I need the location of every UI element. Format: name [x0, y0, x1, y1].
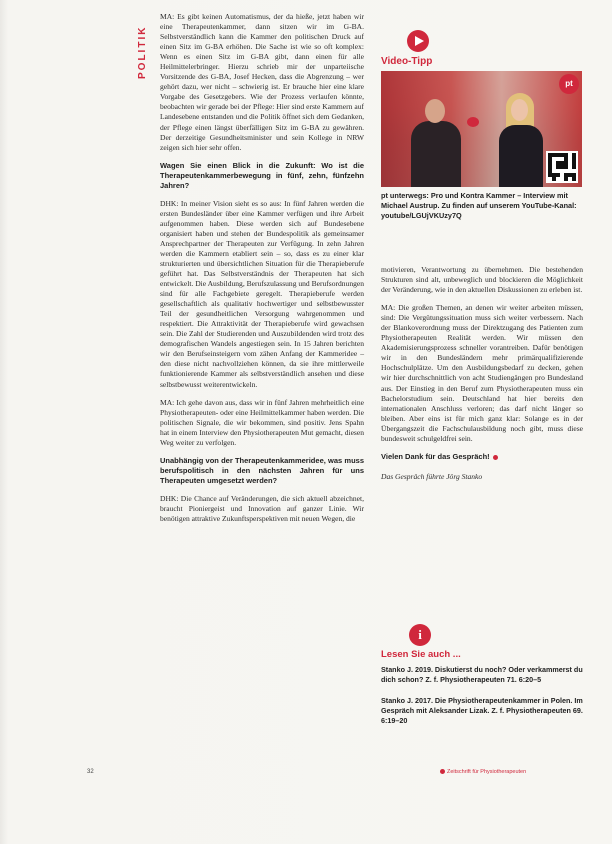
end-mark-icon	[493, 455, 498, 460]
interview-question: Wagen Sie einen Blick in die Zukunft: Wo ist die Therapeutenkammerbewegung in fünf, zehn, fünfzehn Jahren?	[160, 160, 364, 190]
footer-journal	[440, 769, 526, 775]
answer-paragraph: DHK: Die Chance auf Veränderungen, die sich aktuell abzeichnet, braucht Pioniergeist und Innovation auf ganzer Linie. Wir benötigen attraktive Zukunftsperspektiven mit neuen Wegen, die	[160, 493, 364, 523]
section-label: POLITIK	[137, 25, 148, 79]
qr-code-icon[interactable]	[546, 151, 578, 183]
footer-text: Zeitschrift für Physiotherapeuten	[447, 769, 527, 775]
interview-question: Unabhängig von der Therapeutenkammeridee, was muss berufspolitisch in den nächsten Jahren für uns Therapeuten umgesetzt werden?	[160, 455, 364, 485]
answer-paragraph: MA: Die großen Themen, an denen wir weiter arbeiten müssen, sind: Die Vergütungssituation muss sich weiter verbessern. Nach der Blankoverordnung muss der Direktzugang des Patienten zum Physiotherapeuten Realität werden. Wir müssen den Akademisierungsprozess schneller vorantreiben. Dafür benötigen wir in den Bundesländern mehr primärqualifizierende Hochschulplätze. Um den Ausbildungsbedarf zu decken, gehen wir hier durchschnittlich von acht Studiengängen pro Bundesland aus. Der Einstieg in den Beruf zum Physiotherapeuten muss ein Bachelorstudium sein. Deutschland hat hier bereits den internationalen Anschluss verloren; das darf nicht länger so bleiben. Aber eins ist für mich ganz klar: Solange es in der Übergangszeit die Fachschulausbildung noch gibt, muss diese bundesweit schulgeldfrei sein.	[381, 303, 583, 443]
info-icon: i	[409, 624, 431, 646]
video-tip-box	[381, 30, 581, 221]
answer-paragraph: MA: Ich gehe davon aus, dass wir in fünf Jahren mehrheitlich eine Physiotherapeuten- oder eine Heilmittelkammer haben werden. Die politischen Signale, die wir bekommen, sind positiv. Jens Spahn hat in einem Interview den Physiotherapeuten Mut gemacht, diesen Weg weiter zu verfolgen.	[160, 397, 364, 447]
reference-item: Stanko J. 2019. Diskutierst du noch? Oder verkammerst du dich schon? Z. f. Physiotherapeuten 71. 6:20–5	[381, 665, 583, 684]
interview-photo[interactable]	[381, 71, 582, 187]
microphone-icon	[467, 117, 479, 127]
video-caption: pt unterwegs: Pro und Kontra Kammer – Interview mit Michael Austrup. Zu finden auf unserem YouTube-Kanal: youtube/LGUjVKUzy7Q	[381, 191, 577, 220]
journal-logo-icon	[440, 769, 445, 774]
interviewer-signature: Das Gespräch führte Jörg Stanko	[381, 471, 483, 481]
play-icon[interactable]	[407, 30, 429, 52]
pt-logo-badge: pt	[559, 74, 579, 94]
reference-item: Stanko J. 2017. Die Physiotherapeutenkammer in Polen. Im Gespräch mit Aleksander Lizak. Z. f. Physiotherapeuten 69. 6:19–20	[381, 696, 583, 725]
further-reading	[381, 624, 583, 737]
right-column	[381, 265, 583, 490]
answer-paragraph: motivieren, Verantwortung zu übernehmen. Die bestehenden Strukturen sind alt, unbeweglich und blockieren die Möglichkeit der Veränderung, wie in den aktuellen Diskussionen zu erleben ist.	[381, 265, 583, 295]
woman-figure	[497, 93, 545, 187]
video-tip-title: Video-Tipp	[381, 56, 433, 67]
answer-paragraph: DHK: In meiner Vision sieht es so aus: In fünf Jahren werden die ersten Bundesländer über eine Kammer verfügen und ihre Arbeit aufgenommen haben. Diese werden sich auf Bundesebene organisiert haben und stehen der Bundespolitik als gemeinsamer Ansprechpartner der Therapeuten zur Verfügung. In zehn Jahren werden die Kammern etabliert sein – so, dass es zu einer klar strukturierten und übersichtlichen Situation für die Therapieberufe geführt hat. Das Selbstverständnis der Therapeuten hat sich entwickelt. Die Ausbildung, Berufszulassung und Berufsordnungen sind für alle Fachgebiete geregelt. Therapieberufe werden gesellschaftlich als qualitativ hochwertiger und selbstbewusster Teil der gesundheitlichen Versorgung wahrgenommen und respektiert. Die Attraktivität der Therapieberufe wird gewachsen sein. Die Zahl der Studierenden und Auszubildenden wird trotz des demografischen Wandels angestiegen sein. In 15 Jahren berichten wir den Berufseinsteigern vom zähen Anfang der Kammeridee – den diese nicht nachvollziehen können, da sie ihre mittlerweile funktionierende Kammer als selbstverständlich ansehen und diese selbstbewusst weiterentwickeln.	[160, 198, 364, 389]
closing-thanks: Vielen Dank für das Gespräch!	[381, 451, 490, 461]
page-number: 32	[87, 769, 94, 775]
man-figure	[411, 99, 461, 187]
further-reading-title: Lesen Sie auch ...	[381, 649, 461, 660]
answer-paragraph: MA: Es gibt keinen Automatismus, der da hieße, jetzt haben wir eine Therapeutenkammer, dann sitzen wir im G-BA. Selbstverständlich kann die Kammer den politischen Druck auf einen Sitz im G-BA erhöhen. Die Sache ist wie so oft komplex: Wenn es einen Sitz im G-BA gibt, dann einen für alle Heilmittelerbringer. Hierzu schrieb mir der unparteiische Vorsitzende des G-BA, Josef Hecken, dass die Abgrenzung – wer gehört dazu, wer nicht – schwierig ist. Er brauche hier eine klare Vorgabe des Gesetzgebers. Wie der Prozess verlaufen könnte, beobachten wir gerade bei der Pflege: Hier sind erste Kammern auf Landesebene entstanden und die Politik öffnet sich dem Gedanken, der Pflege einen längst überfälligen Sitz im G-BA zu gewähren. Der derzeitige Gesundheitsminister und sein Kollege in NRW zeigen sich hier sehr offen.	[160, 12, 364, 152]
left-column	[160, 12, 364, 532]
